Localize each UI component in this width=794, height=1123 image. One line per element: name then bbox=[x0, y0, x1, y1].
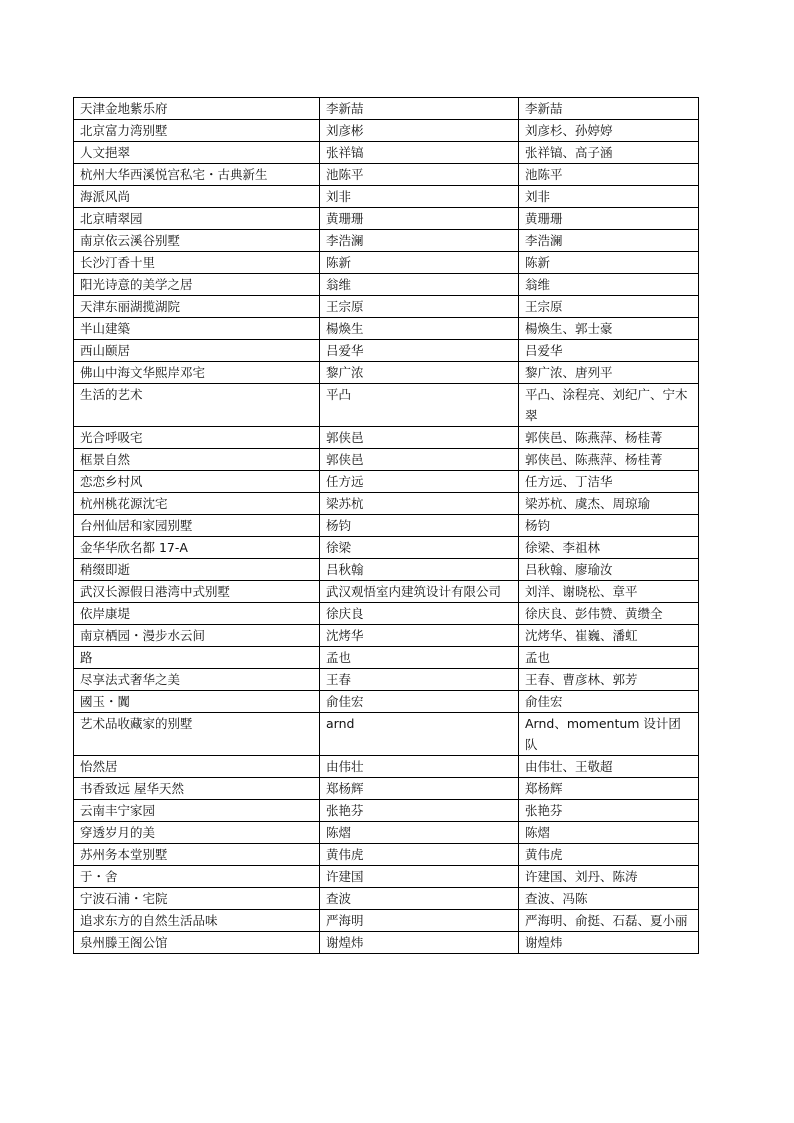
project-name-cell: 北京晴翠园 bbox=[74, 208, 320, 230]
designer-cell: 黄伟虎 bbox=[320, 844, 519, 866]
project-name-cell: 追求东方的自然生活品味 bbox=[74, 910, 320, 932]
table-row bbox=[74, 537, 699, 559]
team-members-cell: 陈熠 bbox=[519, 822, 699, 844]
team-members-cell: 谢煌炜 bbox=[519, 932, 699, 954]
project-name-cell: 依岸康堤 bbox=[74, 603, 320, 625]
project-name-cell: 光合呼吸宅 bbox=[74, 427, 320, 449]
project-name-cell: 书香致远 屋华天然 bbox=[74, 778, 320, 800]
team-members-cell: 徐庆良、彭伟赞、黄缵全 bbox=[519, 603, 699, 625]
team-members-cell: 刘洋、谢晓松、章平 bbox=[519, 581, 699, 603]
project-name-cell: 长沙汀香十里 bbox=[74, 252, 320, 274]
designer-cell: 郑杨辉 bbox=[320, 778, 519, 800]
table-row bbox=[74, 866, 699, 888]
team-members-cell: 由伟壮、王敬超 bbox=[519, 756, 699, 778]
team-members-cell: 严海明、俞挺、石磊、夏小丽 bbox=[519, 910, 699, 932]
project-name-cell: 武汉长源假日港湾中式别墅 bbox=[74, 581, 320, 603]
project-name-cell: 杭州大华西溪悦宫私宅・古典新生 bbox=[74, 164, 320, 186]
project-name-cell: 天津金地紫乐府 bbox=[74, 98, 320, 120]
designer-cell: 任方远 bbox=[320, 471, 519, 493]
table-row bbox=[74, 493, 699, 515]
team-members-cell: 许建国、刘丹、陈涛 bbox=[519, 866, 699, 888]
table-row bbox=[74, 844, 699, 866]
designer-cell: 翁维 bbox=[320, 274, 519, 296]
team-members-cell: 黄珊珊 bbox=[519, 208, 699, 230]
table-row bbox=[74, 910, 699, 932]
designer-cell: 李浩澜 bbox=[320, 230, 519, 252]
team-members-cell: 黎广浓、唐列平 bbox=[519, 362, 699, 384]
designer-cell: 张祥镐 bbox=[320, 142, 519, 164]
team-members-cell: Arnd、momentum 设计团队 bbox=[519, 713, 699, 756]
designer-cell: 谢煌炜 bbox=[320, 932, 519, 954]
designer-cell: 平凸 bbox=[320, 384, 519, 427]
table-row bbox=[74, 888, 699, 910]
table-row bbox=[74, 120, 699, 142]
designer-cell: 杨钧 bbox=[320, 515, 519, 537]
table-row bbox=[74, 98, 699, 120]
team-members-cell: 张祥镐、高子涵 bbox=[519, 142, 699, 164]
table-row bbox=[74, 186, 699, 208]
project-name-cell: 路 bbox=[74, 647, 320, 669]
designer-cell: 李新喆 bbox=[320, 98, 519, 120]
table-row bbox=[74, 647, 699, 669]
designer-cell: 刘非 bbox=[320, 186, 519, 208]
project-name-cell: 國玉・闐 bbox=[74, 691, 320, 713]
project-name-cell: 南京依云溪谷别墅 bbox=[74, 230, 320, 252]
designer-cell: 查波 bbox=[320, 888, 519, 910]
team-members-cell: 杨钧 bbox=[519, 515, 699, 537]
designer-cell: arnd bbox=[320, 713, 519, 756]
project-name-cell: 艺术品收藏家的别墅 bbox=[74, 713, 320, 756]
table-row bbox=[74, 318, 699, 340]
project-name-cell: 佛山中海文华熙岸邓宅 bbox=[74, 362, 320, 384]
project-name-cell: 苏州务本堂别墅 bbox=[74, 844, 320, 866]
team-members-cell: 吕秋翰、廖瑜汝 bbox=[519, 559, 699, 581]
table-row bbox=[74, 384, 699, 427]
project-name-cell: 怡然居 bbox=[74, 756, 320, 778]
team-members-cell: 翁维 bbox=[519, 274, 699, 296]
table-row bbox=[74, 449, 699, 471]
table-row bbox=[74, 274, 699, 296]
designer-cell: 梁苏杭 bbox=[320, 493, 519, 515]
team-members-cell: 沈烤华、崔巍、潘虹 bbox=[519, 625, 699, 647]
team-members-cell: 平凸、涂程亮、刘纪广、宁木翠 bbox=[519, 384, 699, 427]
team-members-cell: 吕爱华 bbox=[519, 340, 699, 362]
table-body bbox=[74, 98, 699, 954]
project-name-cell: 海派风尚 bbox=[74, 186, 320, 208]
project-name-cell: 人文挹翠 bbox=[74, 142, 320, 164]
designer-cell: 陈新 bbox=[320, 252, 519, 274]
project-name-cell: 恋恋乡村风 bbox=[74, 471, 320, 493]
designer-cell: 许建国 bbox=[320, 866, 519, 888]
project-name-cell: 穿透岁月的美 bbox=[74, 822, 320, 844]
team-members-cell: 陈新 bbox=[519, 252, 699, 274]
designer-cell: 郭侠邑 bbox=[320, 427, 519, 449]
team-members-cell: 黄伟虎 bbox=[519, 844, 699, 866]
designer-cell: 楊煥生 bbox=[320, 318, 519, 340]
table-row bbox=[74, 756, 699, 778]
table-row bbox=[74, 581, 699, 603]
team-members-cell: 张艳芬 bbox=[519, 800, 699, 822]
table-row bbox=[74, 691, 699, 713]
table-row bbox=[74, 932, 699, 954]
designer-cell: 严海明 bbox=[320, 910, 519, 932]
project-name-cell: 尽享法式奢华之美 bbox=[74, 669, 320, 691]
designer-cell: 刘彦彬 bbox=[320, 120, 519, 142]
team-members-cell: 任方远、丁洁华 bbox=[519, 471, 699, 493]
team-members-cell: 楊煥生、郭士豪 bbox=[519, 318, 699, 340]
team-members-cell: 刘彦杉、孙婷婷 bbox=[519, 120, 699, 142]
designer-cell: 孟也 bbox=[320, 647, 519, 669]
designer-cell: 黎广浓 bbox=[320, 362, 519, 384]
team-members-cell: 孟也 bbox=[519, 647, 699, 669]
team-members-cell: 查波、冯陈 bbox=[519, 888, 699, 910]
project-name-cell: 框景自然 bbox=[74, 449, 320, 471]
project-name-cell: 金华华欣名都 17-A bbox=[74, 537, 320, 559]
project-name-cell: 北京富力湾别墅 bbox=[74, 120, 320, 142]
designer-cell: 王宗原 bbox=[320, 296, 519, 318]
project-name-cell: 半山建築 bbox=[74, 318, 320, 340]
project-name-cell: 西山颐居 bbox=[74, 340, 320, 362]
project-designer-table bbox=[73, 97, 699, 954]
designer-cell: 王春 bbox=[320, 669, 519, 691]
team-members-cell: 郑杨辉 bbox=[519, 778, 699, 800]
designer-cell: 由伟壮 bbox=[320, 756, 519, 778]
team-members-cell: 池陈平 bbox=[519, 164, 699, 186]
team-members-cell: 郭侠邑、陈燕萍、杨桂菁 bbox=[519, 427, 699, 449]
team-members-cell: 徐梁、李祖林 bbox=[519, 537, 699, 559]
table-row bbox=[74, 603, 699, 625]
table-row bbox=[74, 713, 699, 756]
designer-cell: 徐梁 bbox=[320, 537, 519, 559]
table-row bbox=[74, 252, 699, 274]
table-row bbox=[74, 208, 699, 230]
team-members-cell: 王春、曹彦林、郭芳 bbox=[519, 669, 699, 691]
table-row bbox=[74, 515, 699, 537]
designer-cell: 陈熠 bbox=[320, 822, 519, 844]
team-members-cell: 刘非 bbox=[519, 186, 699, 208]
designer-cell: 沈烤华 bbox=[320, 625, 519, 647]
team-members-cell: 李浩澜 bbox=[519, 230, 699, 252]
table-row bbox=[74, 362, 699, 384]
project-name-cell: 泉州滕王阁公馆 bbox=[74, 932, 320, 954]
team-members-cell: 李新喆 bbox=[519, 98, 699, 120]
table-row bbox=[74, 296, 699, 318]
designer-cell: 黄珊珊 bbox=[320, 208, 519, 230]
table-row bbox=[74, 625, 699, 647]
project-name-cell: 宁波石浦・宅院 bbox=[74, 888, 320, 910]
project-name-cell: 天津东丽湖揽湖院 bbox=[74, 296, 320, 318]
team-members-cell: 梁苏杭、虞杰、周琼瑜 bbox=[519, 493, 699, 515]
project-name-cell: 台州仙居和家园别墅 bbox=[74, 515, 320, 537]
team-members-cell: 王宗原 bbox=[519, 296, 699, 318]
designer-cell: 张艳芬 bbox=[320, 800, 519, 822]
project-name-cell: 稍缀即逝 bbox=[74, 559, 320, 581]
project-name-cell: 于・舍 bbox=[74, 866, 320, 888]
project-name-cell: 生活的艺术 bbox=[74, 384, 320, 427]
table-row bbox=[74, 778, 699, 800]
table-row bbox=[74, 669, 699, 691]
team-members-cell: 郭侠邑、陈燕萍、杨桂菁 bbox=[519, 449, 699, 471]
project-name-cell: 云南丰宁家园 bbox=[74, 800, 320, 822]
designer-cell: 武汉观悟室内建筑设计有限公司 bbox=[320, 581, 519, 603]
table-row bbox=[74, 230, 699, 252]
designer-cell: 池陈平 bbox=[320, 164, 519, 186]
project-name-cell: 阳光诗意的美学之居 bbox=[74, 274, 320, 296]
team-members-cell: 俞佳宏 bbox=[519, 691, 699, 713]
table-row bbox=[74, 164, 699, 186]
designer-cell: 郭侠邑 bbox=[320, 449, 519, 471]
designer-cell: 吕爱华 bbox=[320, 340, 519, 362]
table-row bbox=[74, 427, 699, 449]
table-row bbox=[74, 559, 699, 581]
designer-cell: 俞佳宏 bbox=[320, 691, 519, 713]
table-row bbox=[74, 800, 699, 822]
table-row bbox=[74, 142, 699, 164]
table-row bbox=[74, 471, 699, 493]
project-name-cell: 南京栖园・漫步水云间 bbox=[74, 625, 320, 647]
project-name-cell: 杭州桃花源沈宅 bbox=[74, 493, 320, 515]
designer-cell: 吕秋翰 bbox=[320, 559, 519, 581]
table-row bbox=[74, 822, 699, 844]
designer-cell: 徐庆良 bbox=[320, 603, 519, 625]
table-row bbox=[74, 340, 699, 362]
